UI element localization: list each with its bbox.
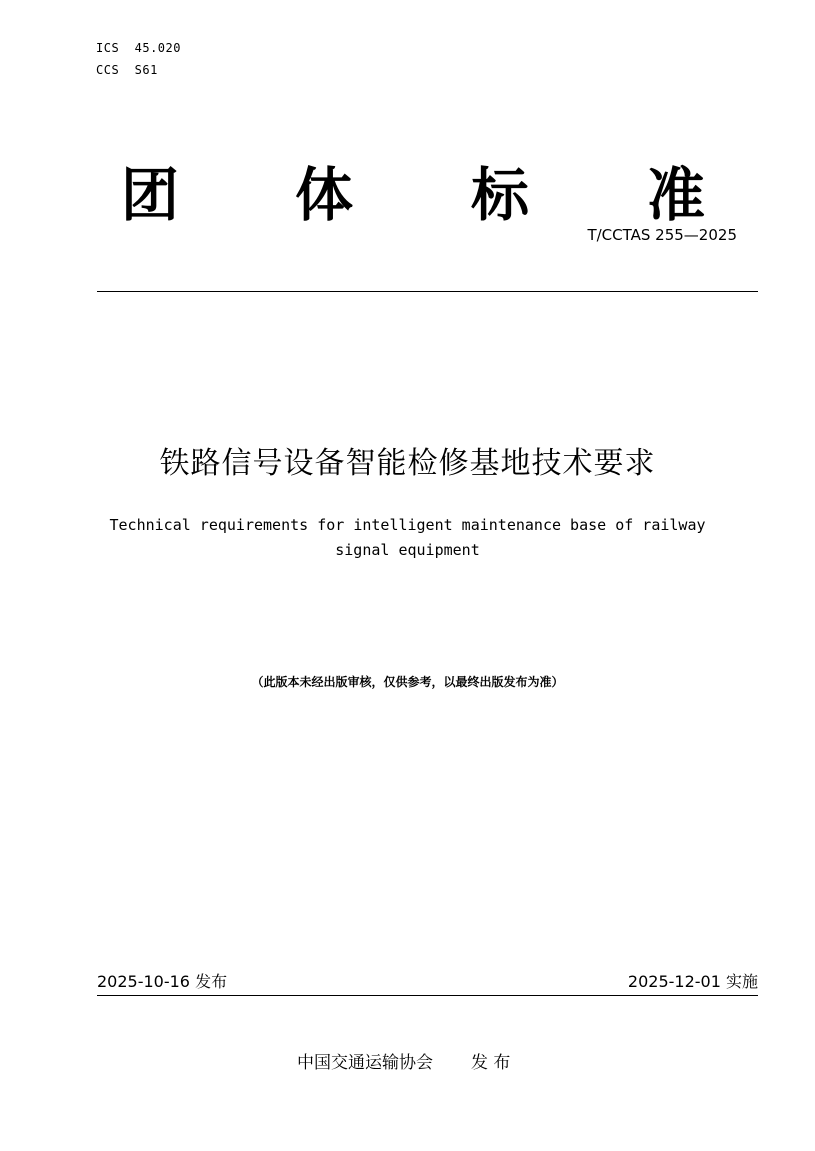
publisher-name: 中国交通运输协会 xyxy=(297,1053,433,1073)
implement-date: 2025-12-01 实施 xyxy=(627,972,758,991)
bottom-divider xyxy=(97,995,758,996)
standard-type-char-1: 团 xyxy=(120,161,179,229)
ics-code: ICS 45.020 xyxy=(96,41,181,55)
publisher-line xyxy=(297,1050,510,1076)
standard-type-char-3: 标 xyxy=(470,161,529,229)
title-english-line-2: signal equipment xyxy=(335,541,480,559)
title-english xyxy=(60,513,755,563)
title-chinese: 铁路信号设备智能检修基地技术要求 xyxy=(159,446,656,481)
standard-code: T/CCTAS 255—2025 xyxy=(587,226,737,244)
title-english-line-1: Technical requirements for intelligent maintenance base of railway xyxy=(109,516,706,534)
draft-notice: （此版本未经出版审核，仅供参考，以最终出版发布为准） xyxy=(251,675,564,689)
publish-date: 2025-10-16 发布 xyxy=(97,972,228,991)
standard-type-char-2: 体 xyxy=(294,161,353,229)
standard-type-char-4: 准 xyxy=(646,161,705,229)
publisher-action: 发 布 xyxy=(471,1053,511,1073)
top-divider xyxy=(97,291,758,292)
ccs-code: CCS S61 xyxy=(96,63,158,77)
